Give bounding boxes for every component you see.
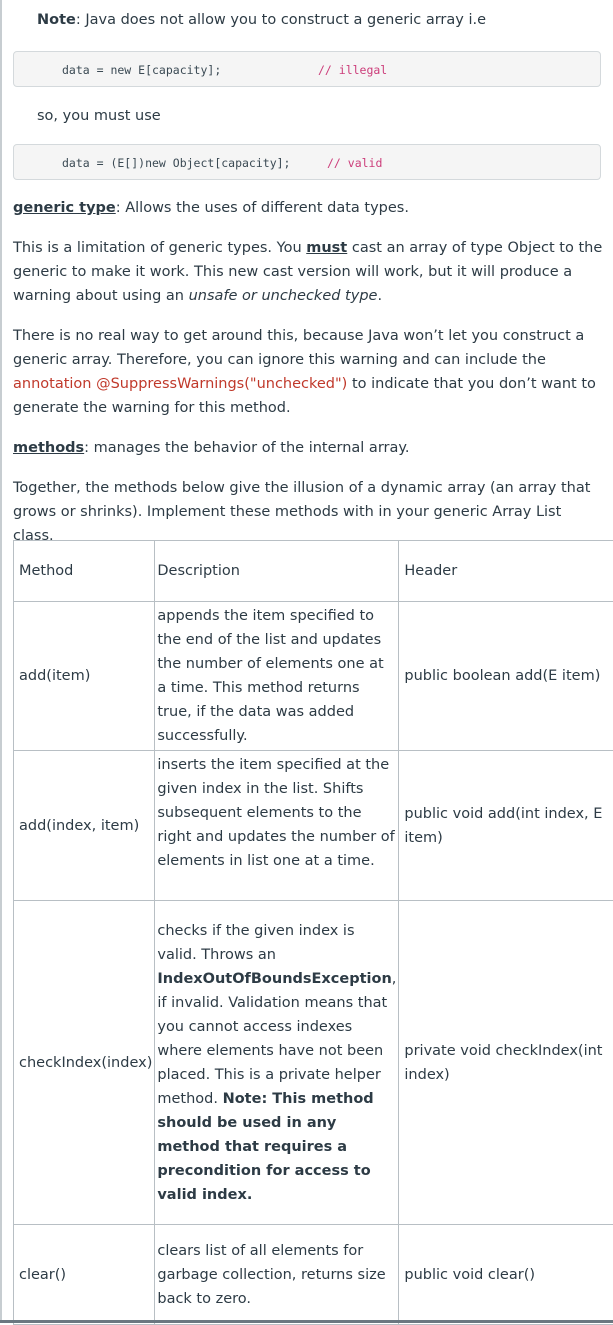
method-cell: clear() <box>14 1225 155 1325</box>
generic-type-term: generic type <box>13 200 116 216</box>
methods-term: methods <box>13 440 84 456</box>
note-label: Note <box>37 12 76 28</box>
annotation-word: annotation <box>13 376 91 392</box>
workaround-text-2: to indicate that you don’t want to generate the warning for this method. <box>13 376 596 416</box>
limitation-text-2: cast an array of type Object to the generic to make it work. This new cast version will work, but it will produce a warning about using an <box>13 240 602 304</box>
header-cell: public void add(int index, E item) <box>399 751 613 901</box>
method-cell: add(index, item) <box>14 751 155 901</box>
description-cell: inserts the item specified at the given index in the list. Shifts subsequent elements to the right and updates the number of elements in list one at a time. <box>155 751 399 901</box>
limitation-paragraph <box>13 236 603 308</box>
header-cell: public void clear() <box>399 1225 613 1325</box>
description-text-2: , if invalid. Validation means that you cannot access indexes where elements have not been placed. This is a private helper method. <box>157 971 396 1107</box>
left-border <box>0 0 2 1323</box>
table-header-row <box>14 541 613 602</box>
suppress-warnings-annotation: @SuppressWarnings("unchecked") <box>91 376 347 392</box>
table-row <box>14 751 613 901</box>
generic-type-paragraph <box>13 196 603 220</box>
method-cell: checkIndex(index) <box>14 901 155 1225</box>
code-line: data = new E[capacity]; <box>62 52 221 88</box>
code-comment: // illegal <box>318 52 387 88</box>
description-cell <box>155 901 399 1225</box>
header-header: Header <box>399 541 613 602</box>
methods-text: : manages the behavior of the internal array. <box>84 440 409 456</box>
note-text: : Java does not allow you to construct a generic array i.e <box>76 12 486 28</box>
workaround-text: There is no real way to get around this, because Java won’t let you construct a generic array. Therefore, you can ignore this warning and can include the <box>13 328 584 368</box>
together-paragraph: Together, the methods below give the illusion of a dynamic array (an array that grows or shrinks). Implement these methods with in your generic Array List class. <box>13 476 603 548</box>
generic-type-text: : Allows the uses of different data types. <box>116 200 409 216</box>
limitation-end: . <box>377 288 382 304</box>
description-text: checks if the given index is valid. Throws an <box>157 923 354 963</box>
description-cell: clears list of all elements for garbage collection, returns size back to zero. <box>155 1225 399 1325</box>
header-method: Method <box>14 541 155 602</box>
workaround-paragraph <box>13 324 603 420</box>
code-block-valid <box>13 144 601 180</box>
table-row <box>14 1225 613 1325</box>
method-cell: add(item) <box>14 602 155 751</box>
methods-paragraph <box>13 436 603 460</box>
table-row <box>14 901 613 1225</box>
code-block-illegal <box>13 51 601 87</box>
methods-table <box>13 540 613 1325</box>
header-cell: public boolean add(E item) <box>399 602 613 751</box>
note-bold: Note: This method should be used in any method that requires a precondition for access to valid index. <box>157 1091 373 1203</box>
header-cell: private void checkIndex(int index) <box>399 901 613 1225</box>
description-cell: appends the item specified to the end of the list and updates the number of elements one at a time. This method returns true, if the data was added successfully. <box>155 602 399 751</box>
exception-name: IndexOutOfBoundsException <box>157 971 391 987</box>
header-description: Description <box>155 541 399 602</box>
unsafe-type-italic: unsafe or unchecked type <box>189 288 378 304</box>
table-row <box>14 602 613 751</box>
limitation-text: This is a limitation of generic types. You <box>13 240 306 256</box>
so-text: so, you must use <box>37 104 613 128</box>
must-emphasis: must <box>306 240 347 256</box>
code-comment: // valid <box>327 145 382 181</box>
note-paragraph <box>37 8 486 32</box>
code-line: data = (E[])new Object[capacity]; <box>62 145 290 181</box>
